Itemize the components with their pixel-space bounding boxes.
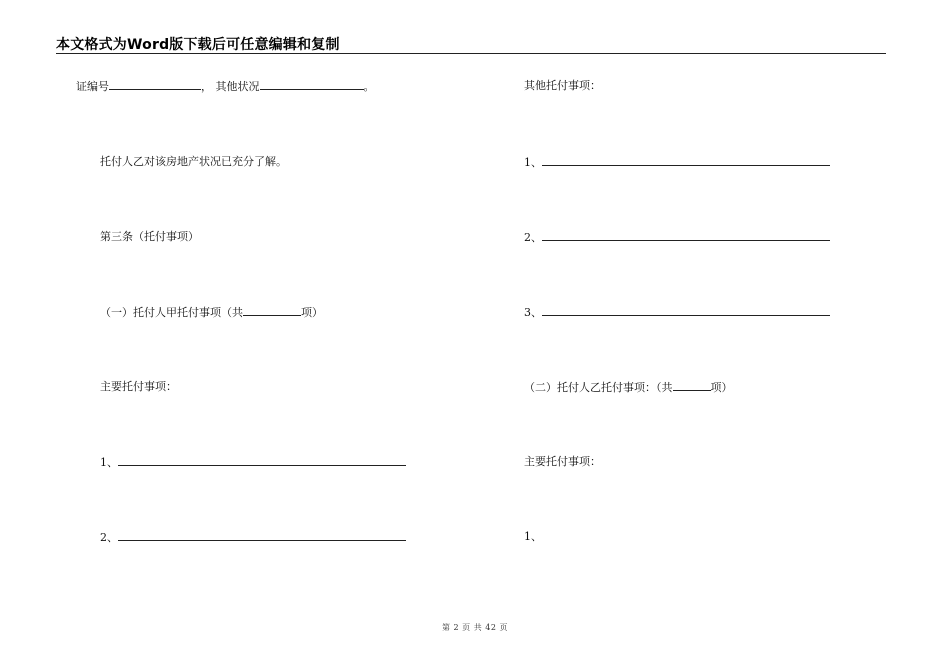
certificate-label: 证编号 (76, 80, 109, 93)
principal-b-items-line (524, 380, 733, 395)
left-item-1 (100, 455, 406, 470)
left-item-2 (100, 530, 406, 545)
header-divider (56, 53, 886, 54)
right-item-1 (524, 155, 830, 170)
principal-b-items-label: （二）托付人乙托付事项：（共 (524, 381, 673, 394)
right-item-2-number: 2、 (524, 231, 542, 244)
right-item-1-number: 1、 (524, 156, 542, 169)
right-item-3 (524, 305, 830, 320)
main-items-heading-left: 主要托付事项： (100, 380, 177, 393)
other-status-blank (260, 79, 364, 90)
certificate-number-line (76, 79, 375, 94)
footer-page-number: 2 (453, 623, 460, 632)
principal-b-items-suffix: 项） (710, 381, 733, 394)
principal-b-count-blank (673, 380, 711, 391)
principal-a-items-label: （一）托付人甲托付事项（共 (100, 306, 243, 319)
left-item-2-number: 2、 (100, 531, 118, 544)
left-item-1-number: 1、 (100, 456, 118, 469)
principal-a-items-suffix: 项） (301, 306, 323, 319)
principal-b-acknowledgment: 托付人乙对该房地产状况已充分了解。 (100, 155, 287, 168)
right-item-2 (524, 230, 830, 245)
article-three-heading: 第三条（托付事项） (100, 230, 199, 243)
right-item-4-number: 1、 (524, 530, 542, 543)
right-item-3-number: 3、 (524, 306, 542, 319)
other-status-label: ， 其他状况 (201, 80, 260, 93)
left-item-2-blank (118, 530, 406, 541)
footer-prefix: 第 (441, 623, 451, 632)
footer-total-pages: 42 (485, 623, 497, 632)
footer-total-label: 页 (499, 623, 508, 632)
left-item-1-blank (118, 455, 406, 466)
right-item-2-blank (542, 230, 830, 241)
principal-a-count-blank (243, 305, 301, 316)
footer-of-label: 共 (473, 623, 483, 632)
other-items-heading: 其他托付事项： (524, 79, 601, 92)
main-items-heading-right: 主要托付事项： (524, 455, 601, 468)
page-footer (0, 622, 950, 633)
right-item-1-blank (542, 155, 830, 166)
principal-a-items-line (100, 305, 323, 320)
footer-page-label: 页 (462, 623, 471, 632)
document-header-title: 本文格式为Word版下载后可任意编辑和复制 (56, 37, 340, 53)
line-end-period: 。 (363, 80, 375, 93)
right-item-3-blank (542, 305, 830, 316)
certificate-blank (109, 79, 201, 90)
